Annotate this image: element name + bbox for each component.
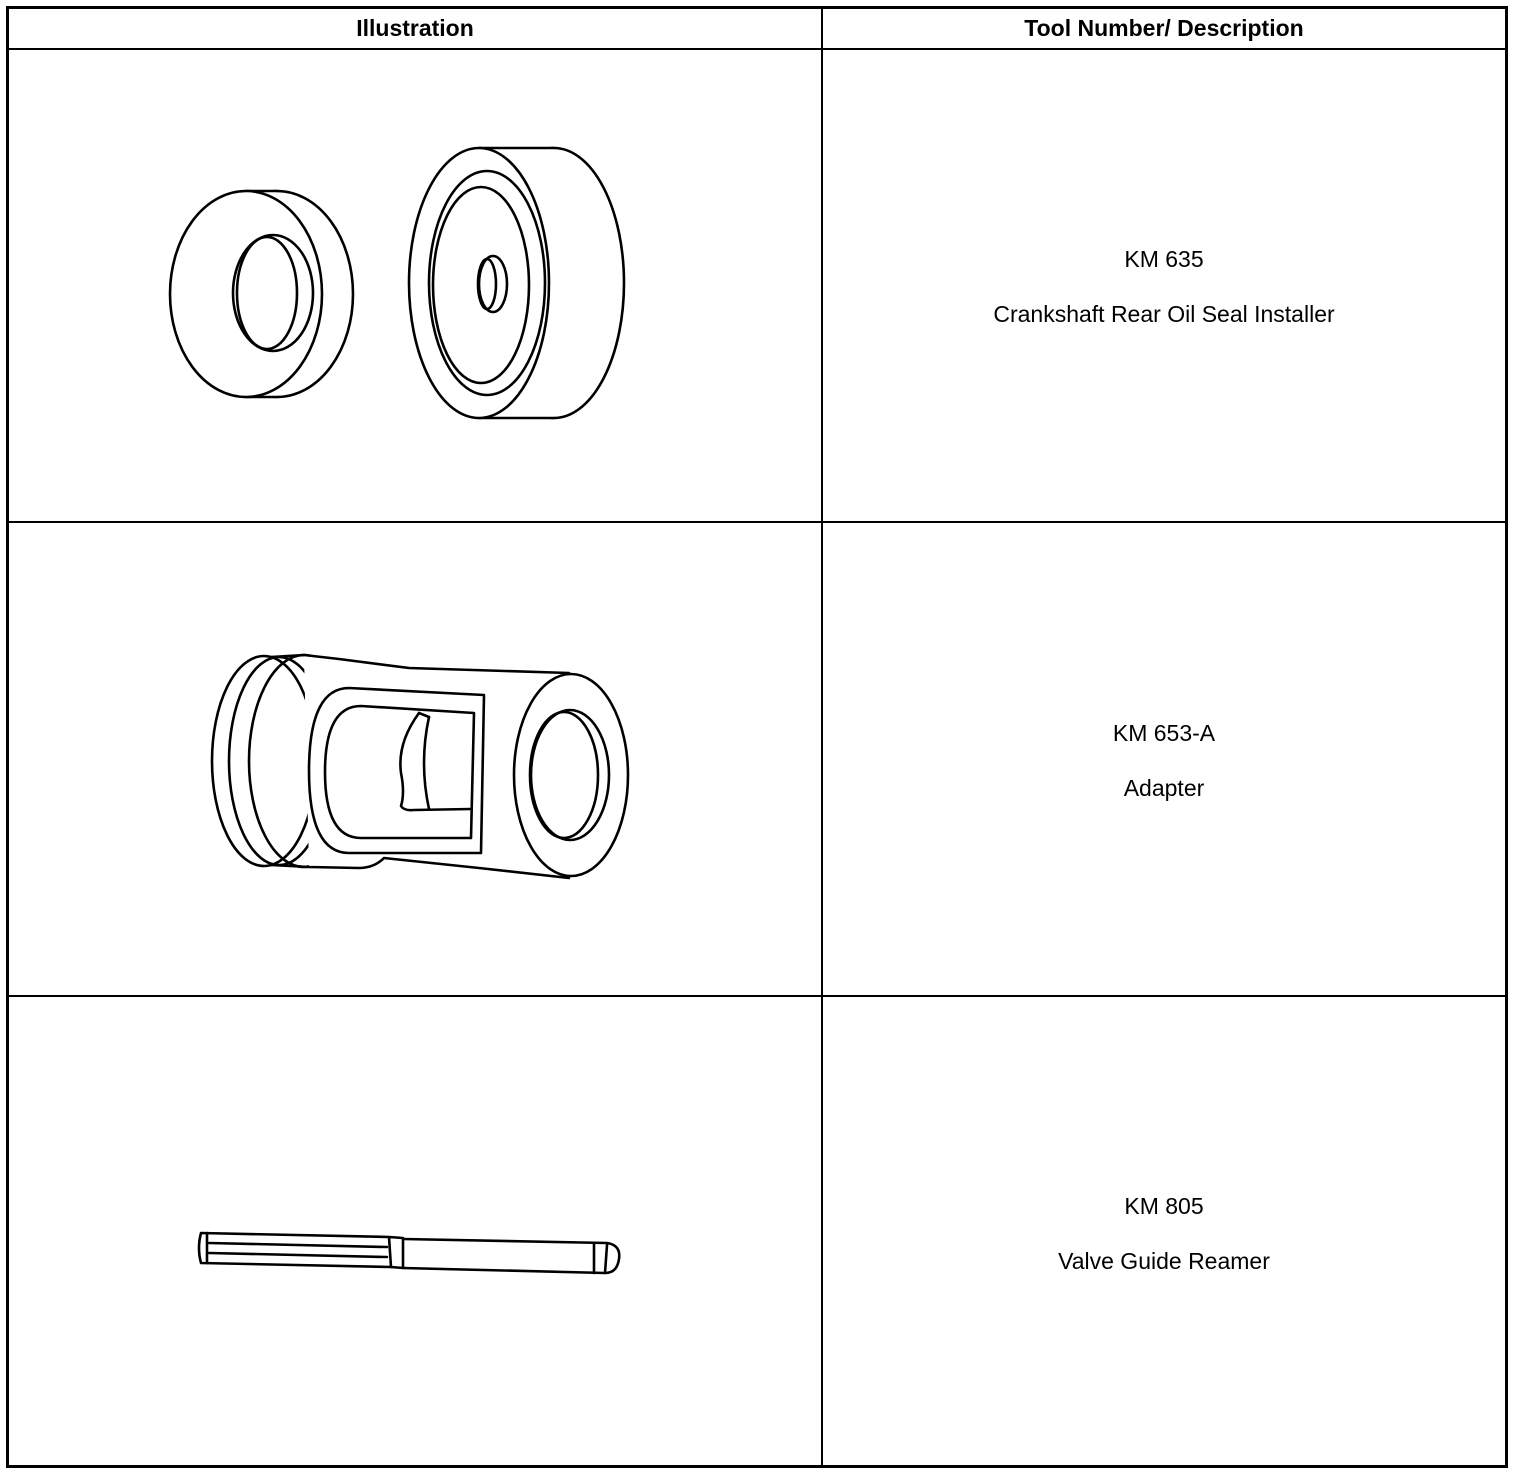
tool-description: Adapter <box>1123 775 1205 801</box>
table-header <box>9 9 1505 50</box>
tool-table <box>6 6 1508 1468</box>
table-row <box>9 997 1505 1465</box>
tool-description: Valve Guide Reamer <box>1058 1248 1270 1274</box>
reamer-icon <box>9 997 821 1465</box>
seal-installer-icon <box>9 50 821 521</box>
tool-number: KM 635 <box>1124 246 1204 272</box>
illustration-cell <box>9 523 821 995</box>
description-cell <box>823 50 1505 521</box>
header-illustration: Illustration <box>356 15 474 41</box>
table-row <box>9 50 1505 523</box>
tool-number: KM 653-A <box>1112 720 1216 746</box>
column-divider <box>821 9 823 1465</box>
adapter-icon <box>9 523 821 995</box>
description-cell <box>823 523 1505 995</box>
description-cell <box>823 997 1505 1465</box>
tool-number: KM 805 <box>1124 1193 1204 1219</box>
tool-description: Crankshaft Rear Oil Seal Installer <box>993 301 1335 327</box>
header-tool-description: Tool Number/ Description <box>1024 15 1304 41</box>
illustration-cell <box>9 997 821 1465</box>
illustration-cell <box>9 50 821 521</box>
table-row <box>9 523 1505 997</box>
